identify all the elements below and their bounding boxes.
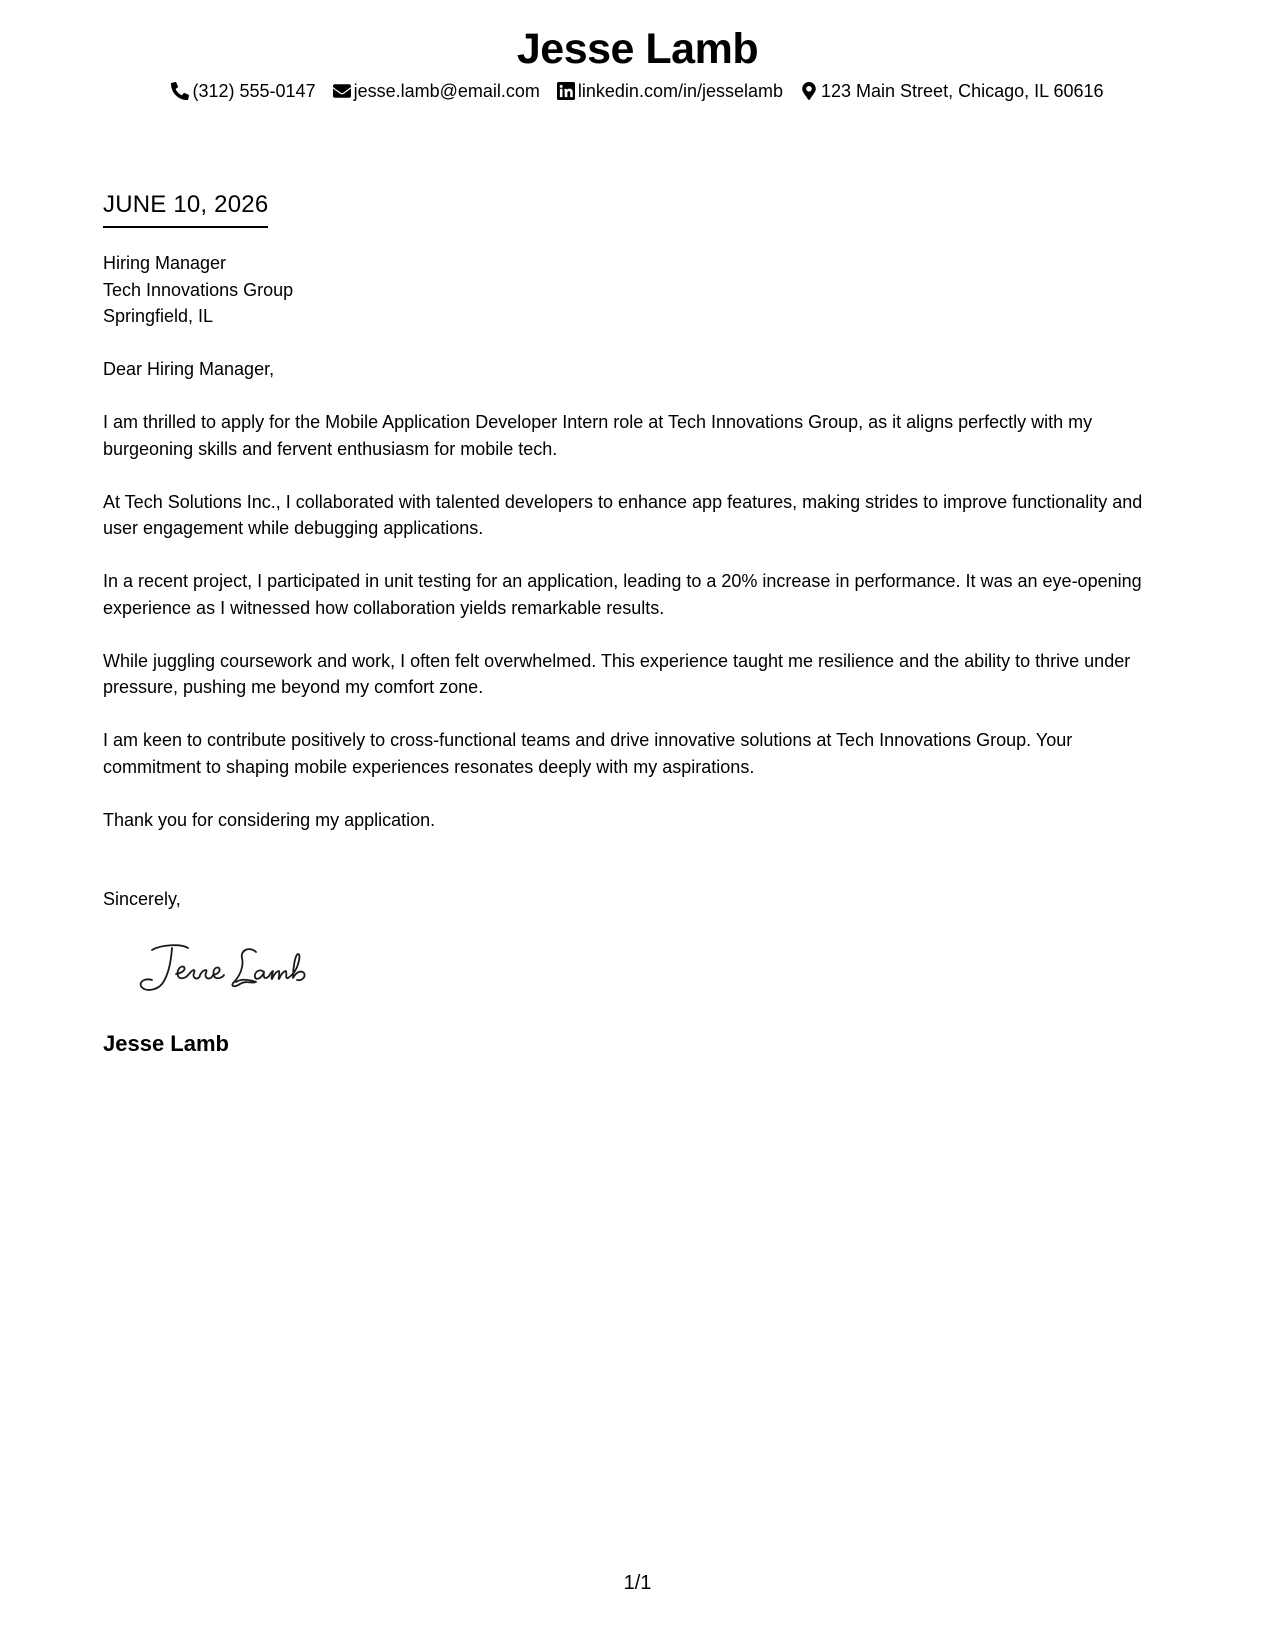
phone-text: (312) 555-0147	[192, 81, 316, 101]
email-text: jesse.lamb@email.com	[353, 81, 540, 101]
linkedin-text: linkedin.com/in/jesselamb	[577, 81, 783, 101]
body-paragraph: I am keen to contribute positively to cross-functional teams and drive innovative solutions at Tech Innovations Group. Your commitment to shaping mobile experiences resonates deeply with my aspirations.	[103, 730, 1073, 777]
body-paragraph: Thank you for considering my application.	[103, 809, 436, 830]
map-marker-icon	[800, 82, 818, 100]
body-paragraph: In a recent project, I participated in unit testing for an application, leading to a 20% increase in performance. It was an eye-opening experience as I witnessed how collaboration yields remarkable results.	[103, 571, 1142, 618]
body-paragraph: While juggling coursework and work, I often felt overwhelmed. This experience taught me resilience and the ability to thrive under pressure, pushing me beyond my comfort zone.	[103, 650, 1131, 697]
salutation: Dear Hiring Manager,	[103, 359, 275, 379]
letter-body	[103, 356, 1173, 860]
contact-email	[333, 79, 540, 103]
recipient-location: Springfield, IL	[103, 306, 214, 326]
body-paragraph: At Tech Solutions Inc., I collaborated with talented developers to enhance app features, making strides to improve functionality and user engagement while debugging applications.	[103, 491, 1143, 538]
recipient-company: Tech Innovations Group	[103, 279, 294, 300]
applicant-name: Jesse Lamb	[516, 25, 759, 73]
contact-linkedin	[557, 79, 783, 103]
contact-phone	[171, 79, 315, 103]
signer-name: Jesse Lamb	[103, 1031, 229, 1056]
recipient-block	[103, 250, 293, 330]
letter-date: JUNE 10, 2026	[103, 190, 268, 228]
body-paragraph: I am thrilled to apply for the Mobile Application Developer Intern role at Tech Innovations Group, as it aligns perfectly with my burgeoning skills and fervent enthusiasm for mobile tech.	[103, 412, 1093, 459]
contact-bar	[0, 79, 1275, 103]
recipient-title: Hiring Manager	[103, 253, 227, 273]
contact-address	[800, 79, 1104, 103]
address-text: 123 Main Street, Chicago, IL 60616	[821, 81, 1104, 101]
envelope-icon	[333, 82, 351, 100]
closing: Sincerely,	[103, 889, 181, 909]
phone-icon	[171, 82, 189, 100]
page-number: 1/1	[623, 1572, 652, 1594]
handwritten-signature	[138, 940, 328, 994]
linkedin-icon	[557, 82, 575, 100]
